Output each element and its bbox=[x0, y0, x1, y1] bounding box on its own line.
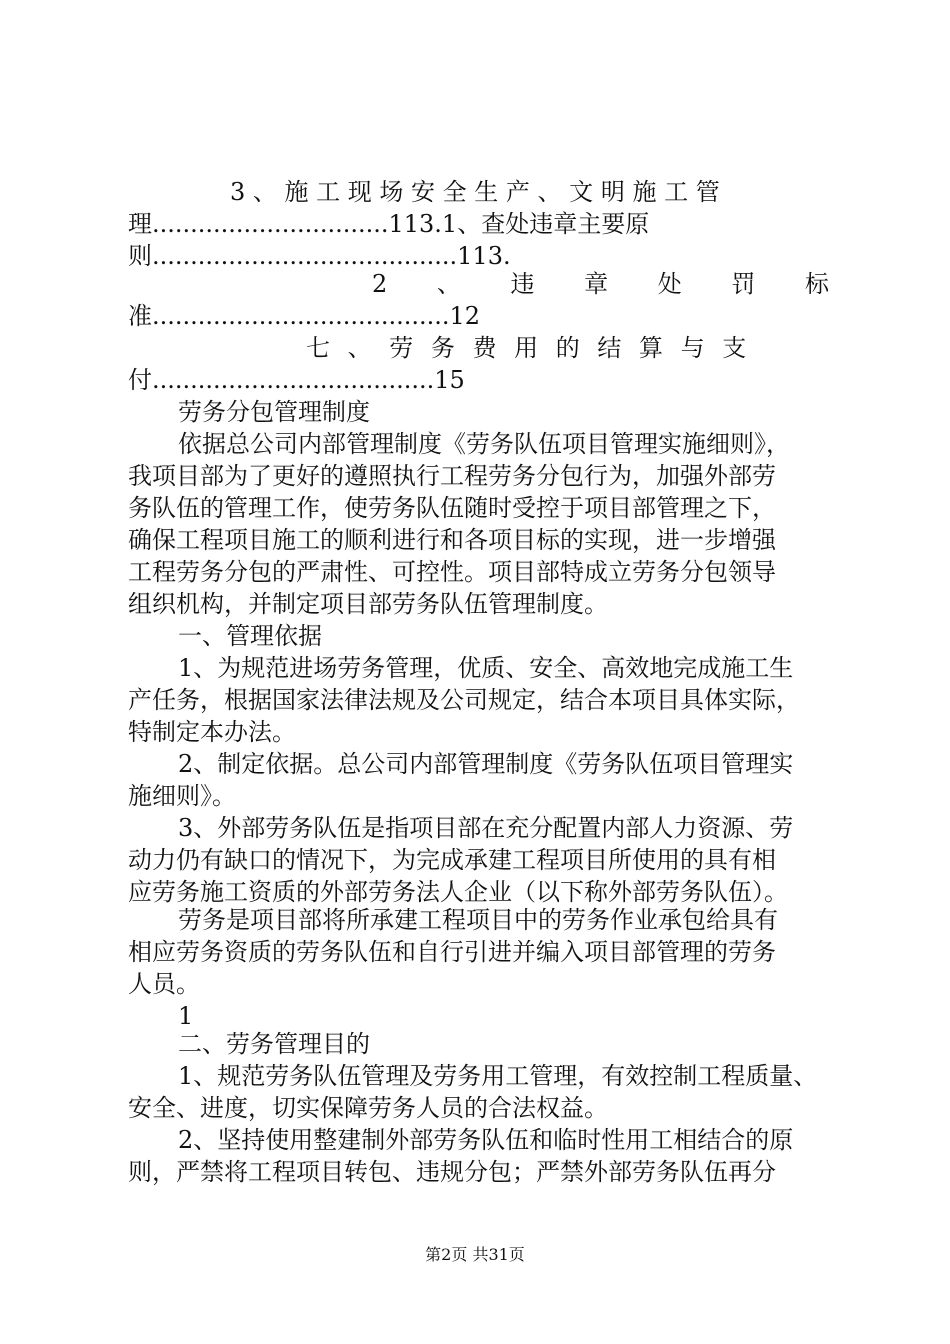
para1-line: 依据总公司内部管理制度《劳务队伍项目管理实施细则》， bbox=[178, 430, 790, 458]
toc-line-7: 付.....................................15 bbox=[128, 366, 465, 394]
toc-line-3: 则........................................113. bbox=[128, 242, 511, 270]
section-heading-1: 一、管理依据 bbox=[178, 622, 322, 650]
document-title: 劳务分包管理制度 bbox=[178, 398, 370, 426]
item1-line: 1、为规范进场劳务管理，优质、安全、高效地完成施工生 bbox=[178, 654, 794, 682]
item2-line: 施细则》。 bbox=[128, 782, 236, 810]
para1-line: 组织机构，并制定项目部劳务队伍管理制度。 bbox=[128, 590, 608, 618]
item3-line: 3、外部劳务队伍是指项目部在充分配置内部人力资源、劳 bbox=[178, 814, 794, 842]
section-heading-2: 二、劳务管理目的 bbox=[178, 1030, 370, 1058]
page-footer: 第2页 共31页 bbox=[425, 1245, 525, 1264]
para2-line: 相应劳务资质的劳务队伍和自行引进并编入项目部管理的劳务 bbox=[128, 938, 776, 966]
item5-line: 2、坚持使用整建制外部劳务队伍和临时性用工相结合的原 bbox=[178, 1126, 794, 1154]
toc-line-6: 七 、 劳 务 费 用 的 结 算 与 支 bbox=[306, 334, 747, 362]
item4-line: 1、规范劳务队伍管理及劳务用工管理，有效控制工程质量、 bbox=[178, 1062, 818, 1090]
toc-line-4: 2 、 违 章 处 罚 标 bbox=[372, 270, 830, 298]
toc-line-2: 理...............................113.1、查处违章主要原 bbox=[128, 210, 650, 238]
toc-line-5: 准.......................................12 bbox=[128, 302, 481, 330]
toc-line-1: 3 、 施 工 现 场 安 全 生 产 、 文 明 施 工 管 bbox=[230, 178, 720, 206]
item2-line: 2、制定依据。总公司内部管理制度《劳务队伍项目管理实 bbox=[178, 750, 794, 778]
para1-line: 我项目部为了更好的遵照执行工程劳务分包行为，加强外部劳 bbox=[128, 462, 776, 490]
item5-line: 则，严禁将工程项目转包、违规分包；严禁外部劳务队伍再分 bbox=[128, 1158, 776, 1186]
item4-line: 安全、进度，切实保障劳务人员的合法权益。 bbox=[128, 1094, 608, 1122]
item3-line: 动力仍有缺口的情况下，为完成承建工程项目所使用的具有相 bbox=[128, 846, 776, 874]
item1-line: 产任务，根据国家法律法规及公司规定，结合本项目具体实际， bbox=[128, 686, 800, 714]
para1-line: 务队伍的管理工作，使劳务队伍随时受控于项目部管理之下， bbox=[128, 494, 776, 522]
item1-line: 特制定本办法。 bbox=[128, 718, 296, 746]
para1-line: 工程劳务分包的严肃性、可控性。项目部特成立劳务分包领导 bbox=[128, 558, 776, 586]
para1-line: 确保工程项目施工的顺利进行和各项目标的实现，进一步增强 bbox=[128, 526, 776, 554]
inline-page-number: 1 bbox=[178, 1002, 194, 1030]
para2-line: 劳务是项目部将所承建工程项目中的劳务作业承包给具有 bbox=[178, 906, 778, 934]
item3-line: 应劳务施工资质的外部劳务法人企业（以下称外部劳务队伍）。 bbox=[128, 878, 788, 906]
para2-line: 人员。 bbox=[128, 970, 200, 998]
